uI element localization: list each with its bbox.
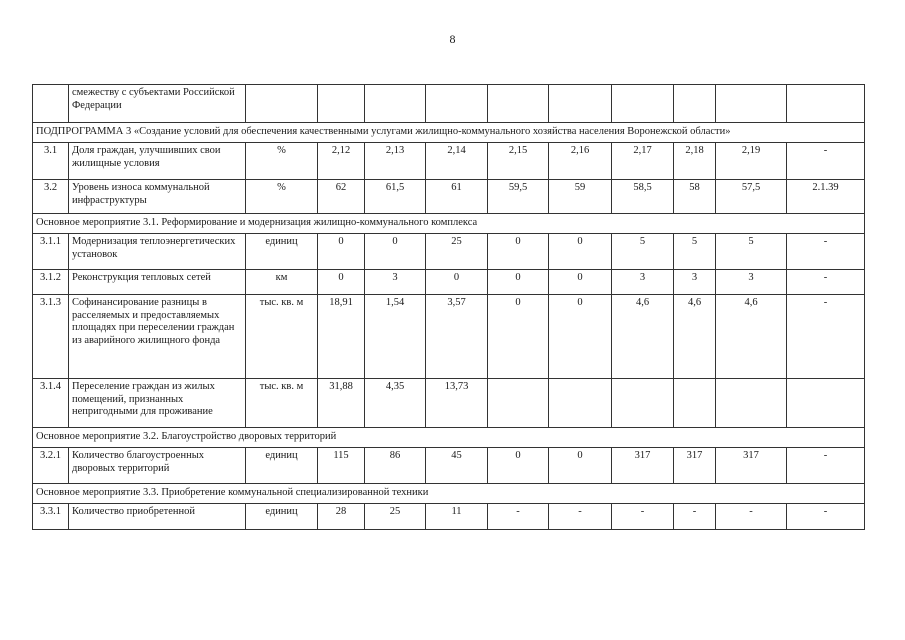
value-cell: 0 [318,270,365,295]
value-cell: - [612,504,674,530]
value-cell [674,379,716,428]
value-cell [426,85,488,123]
table-row [33,234,865,270]
value-cell: 0 [488,270,549,295]
value-cell: 2,14 [426,143,488,180]
value-cell: 3 [716,270,787,295]
value-cell: 0 [549,234,612,270]
value-cell: 25 [365,504,426,530]
value-cell: - [488,504,549,530]
value-cell: 317 [612,448,674,484]
table-row [33,295,865,379]
value-cell [716,85,787,123]
value-cell [787,85,865,123]
row-index: 3.1.3 [33,295,69,379]
value-cell [549,85,612,123]
value-cell: 115 [318,448,365,484]
value-cell: - [787,295,865,379]
unit-cell [246,85,318,123]
table-row [33,448,865,484]
row-index: 3.2 [33,180,69,214]
event-title: Основное мероприятие 3.2. Благоустройство дворовых территорий [33,428,865,448]
value-cell: 58,5 [612,180,674,214]
unit-cell: % [246,180,318,214]
table-row [33,270,865,295]
value-cell: 57,5 [716,180,787,214]
value-cell: 3 [365,270,426,295]
value-cell: 0 [488,448,549,484]
value-cell [549,379,612,428]
value-cell: 0 [549,295,612,379]
value-cell: 2,15 [488,143,549,180]
value-cell: 61 [426,180,488,214]
indicator-name: Количество благоустроенных дворовых территорий [69,448,246,484]
table-row [33,180,865,214]
value-cell: 4,6 [674,295,716,379]
value-cell [318,85,365,123]
value-cell: 25 [426,234,488,270]
value-cell: 18,91 [318,295,365,379]
value-cell: 4,35 [365,379,426,428]
value-cell: 0 [488,234,549,270]
value-cell: 0 [549,448,612,484]
unit-cell: единиц [246,448,318,484]
unit-cell: тыс. кв. м [246,379,318,428]
value-cell [716,379,787,428]
value-cell: - [549,504,612,530]
value-cell: 0 [318,234,365,270]
value-cell: 5 [612,234,674,270]
table-row [33,379,865,428]
row-index: 3.1.2 [33,270,69,295]
value-cell: 59 [549,180,612,214]
indicator-name: Переселение граждан из жилых помещений, признанных непригодными для проживание [69,379,246,428]
value-cell: 3,57 [426,295,488,379]
value-cell: 45 [426,448,488,484]
value-cell: 317 [674,448,716,484]
value-cell: 31,88 [318,379,365,428]
value-cell: 86 [365,448,426,484]
unit-cell: % [246,143,318,180]
value-cell: 28 [318,504,365,530]
event-title: Основное мероприятие 3.3. Приобретение коммунальной специализированной техники [33,484,865,504]
value-cell: - [716,504,787,530]
table-row [33,85,865,123]
value-cell [365,85,426,123]
value-cell: 2,19 [716,143,787,180]
value-cell: - [787,234,865,270]
value-cell [674,85,716,123]
value-cell: 3 [612,270,674,295]
table-body [33,85,865,530]
value-cell: 2.1.39 [787,180,865,214]
value-cell: 11 [426,504,488,530]
section-row [33,428,865,448]
value-cell: 3 [674,270,716,295]
section-row [33,123,865,143]
value-cell: 62 [318,180,365,214]
value-cell [787,379,865,428]
value-cell: 4,6 [612,295,674,379]
value-cell: - [787,143,865,180]
value-cell: - [787,270,865,295]
value-cell: 61,5 [365,180,426,214]
value-cell: 59,5 [488,180,549,214]
row-index: 3.1.1 [33,234,69,270]
unit-cell: единиц [246,234,318,270]
value-cell [488,85,549,123]
row-index: 3.3.1 [33,504,69,530]
section-row [33,484,865,504]
value-cell: 2,16 [549,143,612,180]
value-cell: 0 [549,270,612,295]
value-cell: 2,17 [612,143,674,180]
unit-cell: км [246,270,318,295]
value-cell: 58 [674,180,716,214]
indicator-name: смежеству с субъектами Российской Федерации [69,85,246,123]
event-title: Основное мероприятие 3.1. Реформирование и модернизация жилищно-коммунального комплекса [33,214,865,234]
value-cell: 2,13 [365,143,426,180]
value-cell: 5 [674,234,716,270]
value-cell: 2,18 [674,143,716,180]
unit-cell: тыс. кв. м [246,295,318,379]
indicator-name: Реконструкция тепловых сетей [69,270,246,295]
value-cell: 4,6 [716,295,787,379]
value-cell: - [787,504,865,530]
indicators-table [32,84,865,530]
table-row [33,504,865,530]
value-cell [612,85,674,123]
value-cell: 2,12 [318,143,365,180]
row-index: 3.1 [33,143,69,180]
table-row [33,143,865,180]
value-cell: 317 [716,448,787,484]
value-cell: 0 [426,270,488,295]
value-cell: - [787,448,865,484]
row-index: 3.1.4 [33,379,69,428]
value-cell: - [674,504,716,530]
indicator-name: Софинансирование разницы в расселяемых и предоставляемых площадях при переселении граждан из аварийного жилищного фонда [69,295,246,379]
subprogram-title: ПОДПРОГРАММА 3 «Создание условий для обеспечения качественными услугами жилищно-коммунального хозяйства населения Воронежской области» [33,123,865,143]
indicator-name: Модернизация теплоэнергетических установок [69,234,246,270]
row-index: 3.2.1 [33,448,69,484]
indicator-name: Уровень износа коммунальной инфраструктуры [69,180,246,214]
row-index [33,85,69,123]
value-cell: 1,54 [365,295,426,379]
value-cell [612,379,674,428]
value-cell: 0 [488,295,549,379]
value-cell: 5 [716,234,787,270]
indicator-name: Доля граждан, улучшивших свои жилищные условия [69,143,246,180]
indicator-name: Количество приобретенной [69,504,246,530]
page-number: 8 [449,32,456,46]
unit-cell: единиц [246,504,318,530]
value-cell [488,379,549,428]
section-row [33,214,865,234]
value-cell: 0 [365,234,426,270]
value-cell: 13,73 [426,379,488,428]
